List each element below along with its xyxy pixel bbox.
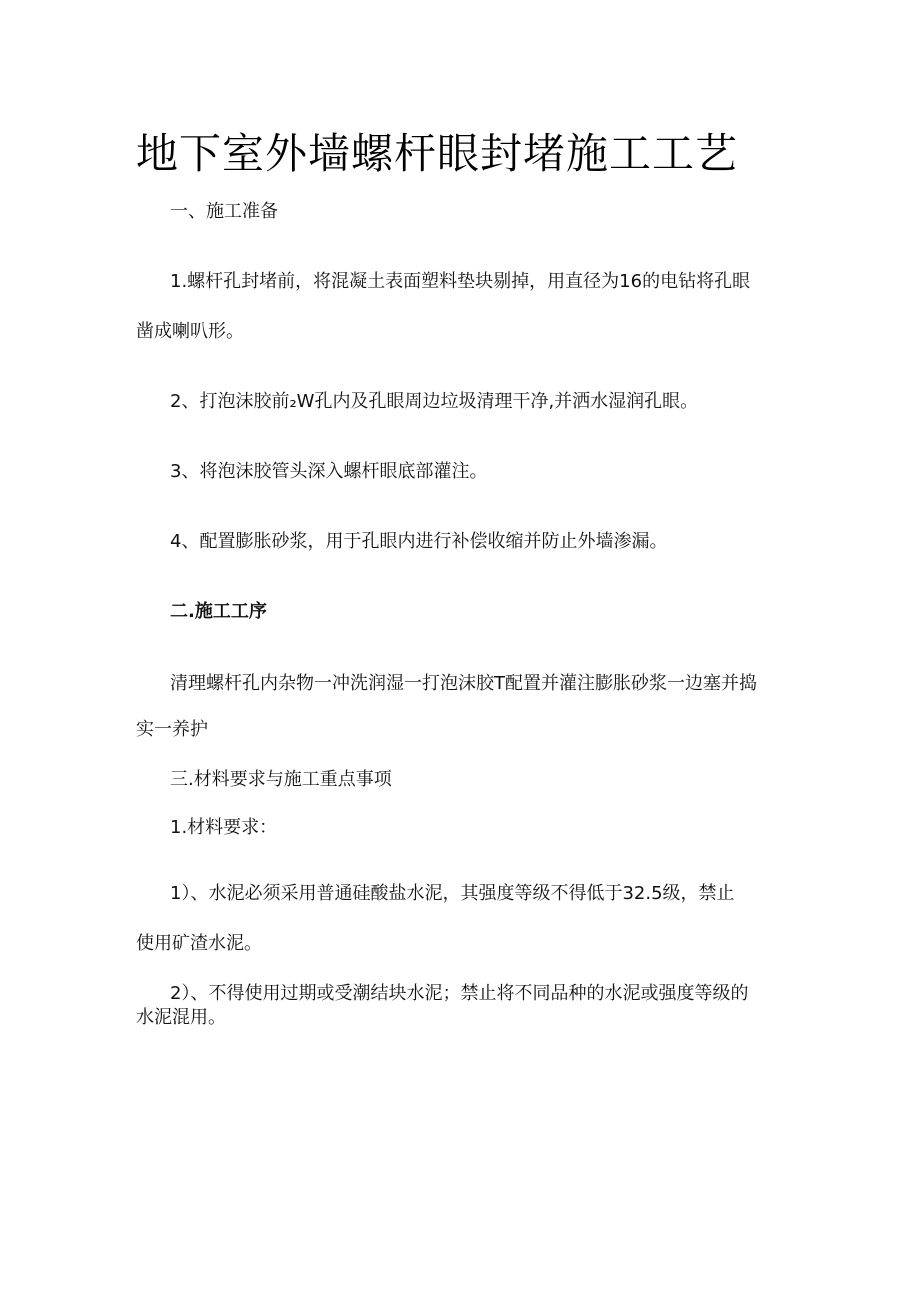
page-title: 地下室外墙螺杆眼封堵施工工艺 [136, 129, 739, 178]
prep-item-4: 4、配置膨胀砂浆，用于孔眼内进行补偿收缩并防止外墙渗漏。 [170, 531, 668, 552]
prep-item-1-line-2: 凿成喇叭形。 [136, 321, 244, 342]
prep-item-3: 3、将泡沫胶管头深入螺杆眼底部灌注。 [170, 461, 488, 482]
materials-sub-heading: 1.材料要求： [170, 817, 278, 838]
process-flow-line-1: 清理螺杆孔内杂物一冲洗润湿一打泡沫胶T配置并灌注膨胀砂浆一边塞并捣 [170, 673, 757, 694]
prep-item-1-line-1: 1.螺杆孔封堵前，将混凝土表面塑料垫块剔掉，用直径为16的电钻将孔眼 [170, 271, 751, 292]
section-heading-process: 二.施工工序 [170, 601, 267, 622]
material-requirement-2-line-1: 2）、不得使用过期或受潮结块水泥；禁止将不同品种的水泥或强度等级的 [170, 983, 749, 1004]
material-requirement-2-line-2: 水泥混用。 [136, 1007, 226, 1028]
prep-item-2: 2、打泡沫胶前₂W孔内及孔眼周边垃圾清理干净,并洒水湿润孔眼。 [170, 391, 699, 412]
section-heading-materials: 三.材料要求与施工重点事项 [170, 769, 392, 790]
material-requirement-1-line-2: 使用矿渣水泥。 [136, 933, 262, 954]
section-heading-preparation: 一、施工准备 [170, 201, 278, 222]
process-flow-line-2: 实一养护 [136, 719, 208, 740]
material-requirement-1-line-1: 1）、水泥必须采用普通硅酸盐水泥，其强度等级不得低于32.5级，禁止 [170, 883, 735, 904]
